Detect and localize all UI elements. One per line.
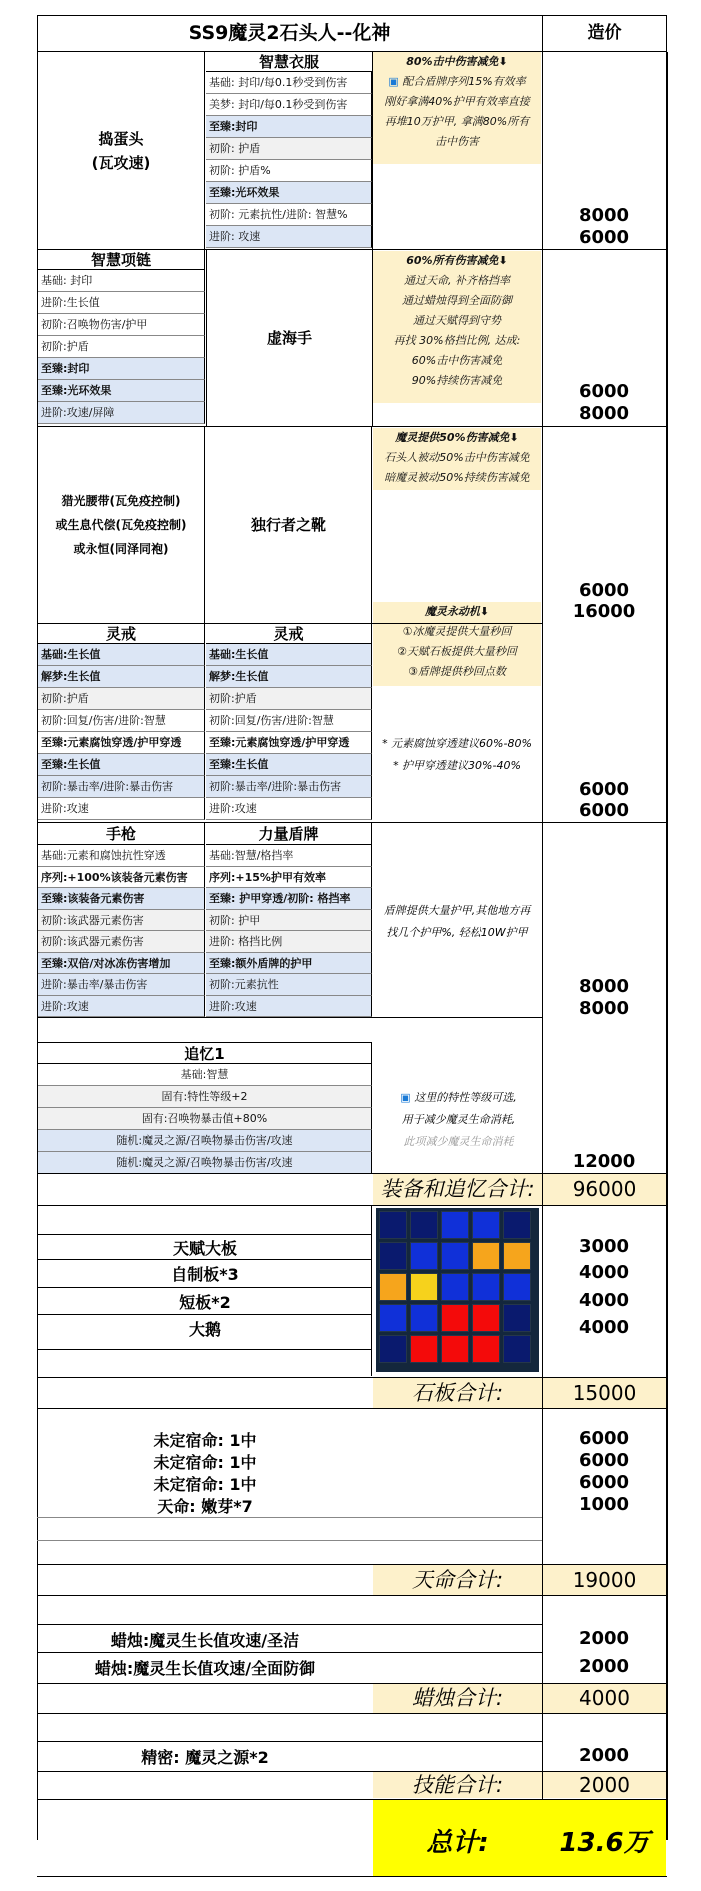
skill-item-1: 精密: 魔灵之源*2 [141, 1748, 269, 1767]
slate-cell [379, 1273, 407, 1301]
armor-row: 至臻:封印 [206, 116, 372, 138]
candle-total-value: 4000 [543, 1684, 666, 1713]
candle-price-2: 2000 [578, 1656, 630, 1677]
slate-cell [441, 1273, 469, 1301]
necklace-row: 至臻:光环效果 [38, 380, 205, 402]
necklace-row: 基础: 封印 [38, 270, 205, 292]
slate-cell [379, 1211, 407, 1239]
note1-line-4: 击中伤害 [435, 135, 479, 148]
slate-grid [379, 1211, 536, 1366]
shield-row: 至臻:额外盾牌的护甲 [206, 953, 372, 975]
pistol-row: 初阶:该武器元素伤害 [38, 910, 205, 932]
pistol-row: 基础:元素和腐蚀抗性穿透 [38, 845, 205, 867]
note-perpetual-motion [373, 602, 541, 686]
divider [37, 1540, 542, 1541]
belt-line-3: 或永恒(同泽同袍) [73, 542, 169, 556]
slate-cell [379, 1242, 407, 1270]
price-belt-2: 16000 [572, 601, 636, 622]
ring2-title: 灵戒 [206, 624, 372, 644]
note4-line-1: ①冰魔灵提供大量秒回 [402, 625, 512, 638]
candle-total-label: 蜡烛合计: [373, 1684, 542, 1713]
bottom-border [37, 1876, 667, 1877]
slate-cell [379, 1304, 407, 1332]
gloves-name: 虚海手 [266, 329, 312, 347]
slate-cell [410, 1273, 438, 1301]
ring2-row: 初阶:回复/伤害/进阶:智慧 [206, 710, 372, 732]
shield-row: 初阶:元素抗性 [206, 974, 372, 996]
memory-row: 随机:魔灵之源/召唤物暴击伤害/攻速 [38, 1152, 372, 1174]
divider [37, 1017, 542, 1018]
slate-cell [410, 1211, 438, 1239]
shield-row: 初阶: 护甲 [206, 910, 372, 932]
belt-line-1: 猎光腰带(瓦免疫控制) [61, 494, 181, 508]
note-60-damage-reduction [373, 251, 541, 403]
slate-grid-image [376, 1208, 539, 1372]
memory-row: 随机:魔灵之源/召唤物暴击伤害/攻速 [38, 1130, 372, 1152]
note-50-damage-reduction [373, 428, 541, 490]
divider [38, 1349, 372, 1350]
necklace-title: 智慧项链 [38, 250, 205, 270]
ring1-row: 解梦:生长值 [38, 666, 205, 688]
note4-line-3: ③盾牌提供秒回点数 [408, 665, 506, 678]
right-border [666, 52, 668, 1840]
slates-list [38, 1206, 372, 1376]
slate-cell [441, 1304, 469, 1332]
shield-row: 序列:+15%护甲有效率 [206, 867, 372, 889]
armor-row: 初阶: 护盾 [206, 138, 372, 160]
price-belt-1: 6000 [578, 580, 630, 601]
slate-cell [472, 1211, 500, 1239]
fate-item-3: 未定宿命: 1中 [153, 1475, 257, 1494]
slate-cell [472, 1335, 500, 1363]
ring2-row: 初阶:暴击率/进阶:暴击伤害 [206, 776, 372, 798]
slate-cell [441, 1242, 469, 1270]
slate-price-1: 3000 [578, 1236, 630, 1257]
slate-item-2: 自制板*3 [171, 1265, 239, 1284]
price-memory: 12000 [572, 1151, 636, 1172]
head-item-sub: (瓦攻速) [91, 153, 151, 172]
ring1-row: 至臻:生长值 [38, 754, 205, 776]
skill-price-1: 2000 [578, 1745, 630, 1766]
note-80-damage-reduction [373, 52, 541, 164]
note2-line-6: 90%持续伤害减免 [411, 374, 503, 387]
pistol-row: 进阶:暴击率/暴击伤害 [38, 974, 205, 996]
divider [37, 1713, 667, 1714]
note6-line-1: 盾牌提供大量护甲,其他地方再 [383, 904, 531, 917]
price-armor-2: 6000 [578, 227, 630, 248]
grand-total-label: 总计: [426, 1828, 489, 1858]
slate-cell [441, 1211, 469, 1239]
skill-total-value: 2000 [543, 1772, 666, 1798]
pistol-row: 进阶:攻速 [38, 996, 205, 1018]
ring1-row: 初阶:护盾 [38, 688, 205, 710]
ring1-row: 进阶:攻速 [38, 798, 205, 820]
candle-price-1: 2000 [578, 1628, 630, 1649]
shield-row: 进阶: 格挡比例 [206, 931, 372, 953]
ring1-row: 初阶:回复/伤害/进阶:智慧 [38, 710, 205, 732]
ring2-row: 解梦:生长值 [206, 666, 372, 688]
shield-row: 至臻: 护甲穿透/初阶: 格挡率 [206, 888, 372, 910]
price-header: 造价 [587, 23, 622, 43]
note5-line-2: * 护甲穿透建议30%-40% [393, 759, 521, 772]
note4-title: 魔灵永动机⬇ [424, 605, 490, 618]
slate-price-3: 4000 [578, 1290, 630, 1311]
armor-row: 进阶: 攻速 [206, 226, 372, 248]
divider [38, 1259, 372, 1260]
divider [37, 1595, 667, 1596]
armor-title: 智慧衣服 [206, 52, 372, 72]
candle-item-1: 蜡烛:魔灵生长值攻速/圣洁 [110, 1631, 300, 1650]
ring2-row: 进阶:攻速 [206, 798, 372, 820]
price-pistol: 8000 [578, 976, 630, 997]
slate-cell [379, 1335, 407, 1363]
slate-price-2: 4000 [578, 1262, 630, 1283]
slate-cell [472, 1304, 500, 1332]
slate-price-4: 4000 [578, 1317, 630, 1338]
fate-price-2: 6000 [578, 1450, 630, 1471]
note7-line-1: ▣ 这里的特性等级可选, [400, 1091, 517, 1104]
divider [38, 1314, 372, 1315]
fate-total-value: 19000 [543, 1565, 666, 1595]
ring2-row: 基础:生长值 [206, 644, 372, 666]
pistol-row: 至臻:该装备元素伤害 [38, 888, 205, 910]
divider [37, 1741, 542, 1742]
note3-title: 魔灵提供50%伤害减免⬇ [395, 431, 519, 444]
note2-line-5: 60%击中伤害减免 [411, 354, 503, 367]
ring1-title: 灵戒 [38, 624, 205, 644]
slate-item-3: 短板*2 [179, 1293, 231, 1312]
ring2-row: 至臻:元素腐蚀穿透/护甲穿透 [206, 732, 372, 754]
equip-total-label: 装备和追忆合计: [373, 1174, 542, 1205]
slate-cell [410, 1335, 438, 1363]
ring1-row: 初阶:暴击率/进阶:暴击伤害 [38, 776, 205, 798]
equip-total-value: 96000 [543, 1174, 666, 1205]
pistol-row: 至臻:双倍/对冰冻伤害增加 [38, 953, 205, 975]
note2-title: 60%所有伤害减免⬇ [406, 254, 508, 267]
armor-row: 基础: 封印/每0.1秒受到伤害 [206, 72, 372, 94]
necklace-row: 初阶:召唤物伤害/护甲 [38, 314, 205, 336]
slate-cell [503, 1273, 531, 1301]
slate-cell [503, 1242, 531, 1270]
note3-line-2: 暗魔灵被动50%持续伤害减免 [384, 471, 530, 484]
note-penetration [373, 733, 541, 777]
price-armor-1: 8000 [578, 205, 630, 226]
armor-row: 至臻:光环效果 [206, 182, 372, 204]
note1-line-2: 刚好拿满40%护甲有效率直接 [384, 95, 530, 108]
note2-line-4: 再找 30%格挡比例, 达成: [393, 334, 521, 347]
divider [37, 1408, 667, 1409]
slate-item-1: 天赋大板 [172, 1239, 237, 1258]
necklace-row: 至臻:封印 [38, 358, 205, 380]
divider [37, 1624, 542, 1625]
shield-title: 力量盾牌 [206, 823, 372, 845]
price-neck-2: 8000 [578, 403, 630, 424]
memory-title: 追忆1 [38, 1042, 372, 1064]
necklace-row: 进阶:攻速/屏障 [38, 402, 205, 424]
skill-total-label: 技能合计: [373, 1772, 542, 1798]
ring2-row: 至臻:生长值 [206, 754, 372, 776]
shield-row: 基础:智慧/格挡率 [206, 845, 372, 867]
necklace-row: 初阶:护盾 [38, 336, 205, 358]
necklace-row: 进阶:生长值 [38, 292, 205, 314]
fate-price-4: 1000 [578, 1494, 630, 1515]
slate-cell [441, 1335, 469, 1363]
shield-row: 进阶:攻速 [206, 996, 372, 1018]
note4-line-2: ②天赋石板提供大量秒回 [397, 645, 517, 658]
slate-cell [503, 1304, 531, 1332]
slate-cell [410, 1304, 438, 1332]
divider [37, 1652, 542, 1653]
note3-line-1: 石头人被动50%击中伤害减免 [384, 451, 530, 464]
boots-cell [206, 427, 372, 623]
price-ring-2: 6000 [578, 800, 630, 821]
note2-line-1: 通过天命, 补齐格挡率 [404, 274, 510, 287]
slate-total-label: 石板合计: [373, 1378, 542, 1408]
note7-line-2: 用于减少魔灵生命消耗, [401, 1113, 516, 1126]
head-item-cell [38, 52, 205, 249]
armor-row: 初阶: 元素抗性/进阶: 智慧% [206, 204, 372, 226]
gloves-cell [206, 250, 372, 426]
note-armor [373, 900, 541, 944]
price-shield: 8000 [578, 998, 630, 1019]
ring1-row: 基础:生长值 [38, 644, 205, 666]
ring1-row: 至臻:元素腐蚀穿透/护甲穿透 [38, 732, 205, 754]
pistol-row: 初阶:该武器元素伤害 [38, 931, 205, 953]
info-icon: ▣ [400, 1091, 411, 1104]
note7-line-3: 此项减少魔灵生命消耗 [403, 1135, 514, 1148]
note1-line-3: 再堆10万护甲, 拿满80%所有 [384, 115, 530, 128]
divider [38, 1287, 372, 1288]
price-neck-1: 6000 [578, 381, 630, 402]
fate-item-4: 天命: 嫩芽*7 [157, 1497, 253, 1516]
head-item-name: 捣蛋头 [98, 129, 144, 148]
note6-line-2: 找几个护甲%, 轻松10W护甲 [386, 926, 528, 939]
note5-line-1: * 元素腐蚀穿透建议60%-80% [382, 737, 532, 750]
slate-cell [410, 1242, 438, 1270]
armor-row: 初阶: 护盾% [206, 160, 372, 182]
info-icon: ▣ [388, 75, 399, 88]
memory-row: 固有:特性等级+2 [38, 1086, 372, 1108]
memory-row: 固有:召唤物暴击值+80% [38, 1108, 372, 1130]
armor-row: 美梦: 封印/每0.1秒受到伤害 [206, 94, 372, 116]
fate-price-3: 6000 [578, 1472, 630, 1493]
fate-item-2: 未定宿命: 1中 [153, 1453, 257, 1472]
slate-cell [503, 1335, 531, 1363]
boots-name: 独行者之靴 [250, 516, 326, 534]
candle-item-2: 蜡烛:魔灵生长值攻速/全面防御 [94, 1659, 316, 1678]
slate-cell [503, 1211, 531, 1239]
price-ring-1: 6000 [578, 779, 630, 800]
note1-title: 80%击中伤害减免⬇ [406, 55, 508, 68]
slate-cell [472, 1273, 500, 1301]
fate-price-1: 6000 [578, 1428, 630, 1449]
pistol-row: 序列:+100%该装备元素伤害 [38, 867, 205, 889]
belt-cell [38, 427, 205, 623]
slate-total-value: 15000 [543, 1378, 666, 1408]
slate-item-4: 大鹅 [188, 1320, 221, 1339]
pistol-title: 手枪 [38, 823, 205, 845]
grand-total-value: 13.6万 [559, 1828, 650, 1858]
fate-total-label: 天命合计: [373, 1565, 542, 1595]
slate-cell [472, 1242, 500, 1270]
divider [38, 1234, 372, 1235]
belt-line-2: 或生息代偿(瓦免疫控制) [55, 518, 187, 532]
page-title: SS9魔灵2石头人--化神 [188, 22, 391, 44]
note2-line-3: 通过天赋得到守势 [413, 314, 501, 327]
memory-row: 基础:智慧 [38, 1064, 372, 1086]
divider [37, 1517, 542, 1518]
ring2-row: 初阶:护盾 [206, 688, 372, 710]
note-trait-level [376, 1087, 541, 1153]
note2-line-2: 通过蜡烛得到全面防御 [402, 294, 512, 307]
note1-line-1: ▣ 配合盾牌序列15%有效率 [388, 75, 526, 88]
fate-item-1: 未定宿命: 1中 [153, 1431, 257, 1450]
